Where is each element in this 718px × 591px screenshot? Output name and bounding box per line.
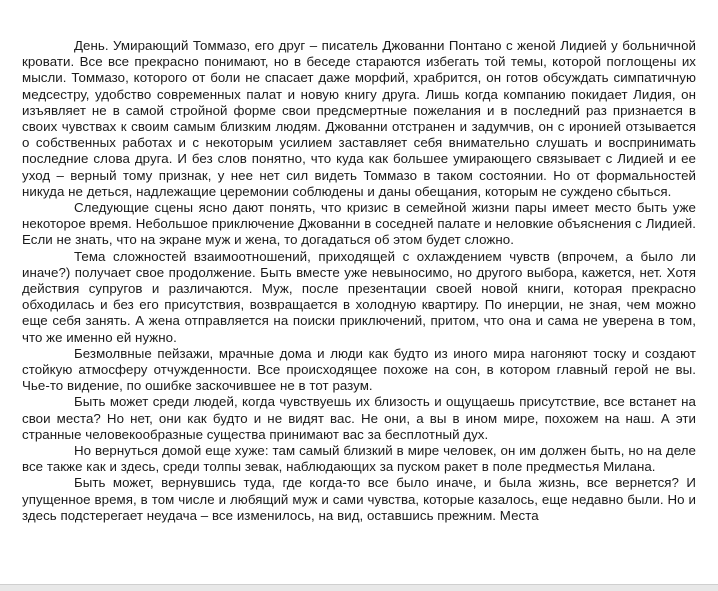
paragraph-5: Быть может среди людей, когда чувствуешь их близость и ощущаешь присутствие, все встанет на свои места? Но нет, они как будто и не видят вас. Не они, а вы в ином мире, похожем на наш. А эти странные человекообразные существа принимают вас за бесплотный дух.	[22, 394, 696, 442]
paragraph-7: Быть может, вернувшись туда, где когда-то все было иначе, и была жизнь, все вернется? И упущенное время, в том числе и любящий муж и сами чувства, которые казалось, еще недавно были. Но и здесь подстерегает неудача – все изменилось, на вид, оставшись прежним. Места	[22, 475, 696, 523]
paragraph-6: Но вернуться домой еще хуже: там самый близкий в мире человек, он им должен быть, но на деле все также как и здесь, среди толпы зевак, наблюдающих за пуском ракет в поле предместья Милана.	[22, 443, 696, 475]
horizontal-scrollbar[interactable]	[0, 584, 718, 591]
paragraph-2: Следующие сцены ясно дают понять, что кризис в семейной жизни пары имеет место быть уже некоторое время. Небольшое приключение Джованни в соседней палате и неловкие объяснения с Лидией. Если не знать, что на экране муж и жена, то догадаться об этом будет сложно.	[22, 200, 696, 248]
paragraph-4: Безмолвные пейзажи, мрачные дома и люди как будто из иного мира нагоняют тоску и создают стойкую атмосферу отчужденности. Все происходящее похоже на сон, в котором главный герой не вы. Чье-то видение, по ошибке заскочившее не в тот разум.	[22, 345, 696, 394]
document-body	[22, 38, 696, 524]
paragraph-3: Тема сложностей взаимоотношений, приходящей с охлаждением чувств (впрочем, а было ли иначе?) получает свое продолжение. Быть вместе уже невыносимо, но другого выбора, кажется, нет. Хотя действия супругов и различаются. Муж, после презентации своей новой книги, которая прекрасно обходилась и без его присутствия, возвращается в холодную квартиру. По инерции, не зная, чем можно еще себя занять. А жена отправляется на поиски приключений, притом, что она и сама не уверена в том, что же именно ей нужно.	[22, 248, 696, 345]
paragraph-1: День. Умирающий Томмазо, его друг – писатель Джованни Понтано с женой Лидией у больничной кровати. Все все прекрасно понимают, но в беседе стараются избегать той темы, которой поглощены их мысли. Томмазо, которого от боли не спасает даже морфий, храбрится, он готов обсуждать симпатичную медсестру, удобство современных палат и новую книгу друга. Лишь когда компанию покидает Лидия, он изъявляет не в самой стройной форме свои предсмертные пожелания и в последний раз признается в своих чувствах к своим самым близким людям. Джованни отстранен и задумчив, он с иронией отзывается о собственных работах и с некоторым усилием заставляет себя внимательно слушать и воспринимать последние слова друга. И без слов понятно, что куда как большее умирающего связывает с Лидией и ее уход – верный тому признак, у нее нет сил видеть Томмазо в таком состоянии. Но от формальностей никуда не деться, надлежащие церемонии соблюдены и даны обещания, которым не суждено сбыться.	[22, 38, 696, 199]
